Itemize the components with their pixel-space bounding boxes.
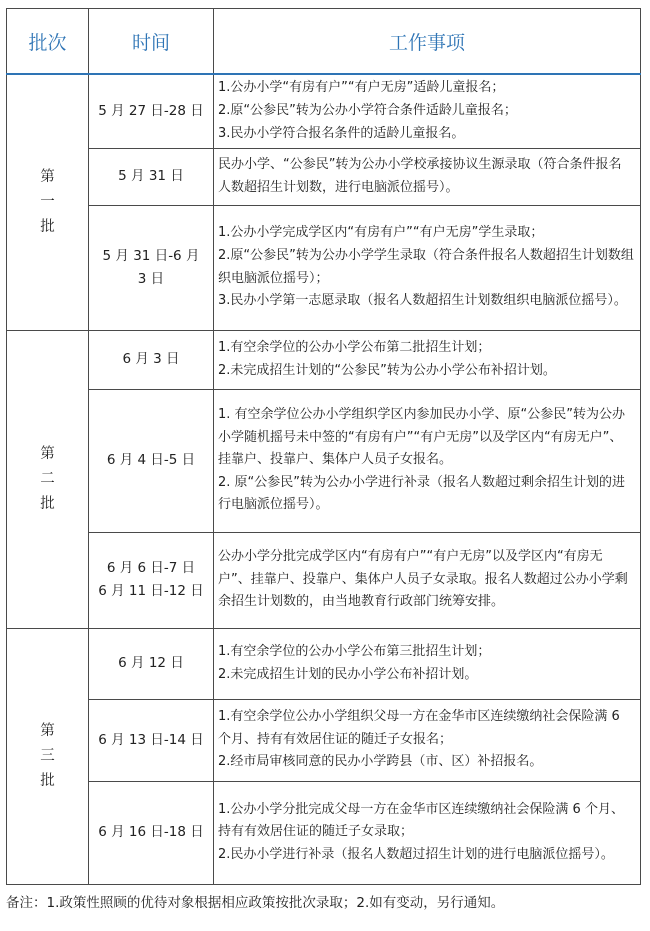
footnote: 备注：1.政策性照顾的优待对象根据相应政策按批次录取；2.如有变动，另行通知。: [6, 895, 505, 911]
time-cell: 6 月 12 日: [89, 628, 214, 699]
items-cell: 1.有空余学位的公办小学公布第二批招生计划； 2.未完成招生计划的“公参民”转为公办小学公布补招计划。: [214, 330, 641, 389]
items-cell: 1. 有空余学位公办小学组织学区内参加民办小学、原“公参民”转为公办小学随机摇号未中签的“有房有户”“有户无房”以及学区内“有房无户”、挂靠户、投靠户、集体户人员子女报名。 2. 原“公参民”转为公办小学进行补录（报名人数超过剩余招生计划的进行电脑派位摇号）。: [214, 389, 641, 532]
time-cell: 5 月 31 日-6 月 3 日: [89, 205, 214, 330]
header-items: 工作事项: [214, 9, 641, 75]
items-cell: 1.有空余学位的公办小学公布第三批招生计划； 2.未完成招生计划的民办小学公布补招计划。: [214, 628, 641, 699]
header-batch: 批次: [7, 9, 89, 75]
batch-2-cell: 第 二 批: [7, 330, 89, 628]
table-row: [7, 628, 641, 699]
header-time: 时间: [89, 9, 214, 75]
time-cell: 6 月 4 日-5 日: [89, 389, 214, 532]
table-row: [7, 330, 641, 389]
time-cell: 5 月 31 日: [89, 148, 214, 205]
time-cell: 6 月 6 日-7 日 6 月 11 日-12 日: [89, 532, 214, 628]
table-row: [7, 781, 641, 884]
time-cell: 6 月 13 日-14 日: [89, 699, 214, 781]
table-row: [7, 389, 641, 532]
table-header-row: [7, 9, 641, 75]
batch-1-cell: 第 一 批: [7, 74, 89, 330]
time-cell: 5 月 27 日-28 日: [89, 74, 214, 148]
time-cell: 6 月 3 日: [89, 330, 214, 389]
table-row: [7, 532, 641, 628]
items-cell: 1.有空余学位公办小学组织父母一方在金华市区连续缴纳社会保险满 6 个月、持有有效居住证的随迁子女报名； 2.经市局审核同意的民办小学跨县（市、区）补招报名。: [214, 699, 641, 781]
items-cell: 1.公办小学“有房有户”“有户无房”适龄儿童报名； 2.原“公参民”转为公办小学符合条件适龄儿童报名； 3.民办小学符合报名条件的适龄儿童报名。: [214, 74, 641, 148]
table-row: [7, 205, 641, 330]
batch-3-cell: 第 三 批: [7, 628, 89, 884]
enrollment-schedule-table: [6, 8, 641, 885]
table-row: [7, 699, 641, 781]
items-cell: 民办小学、“公参民”转为公办小学校承接协议生源录取（符合条件报名人数超招生计划数，进行电脑派位摇号）。: [214, 148, 641, 205]
items-cell: 1.公办小学完成学区内“有房有户”“有户无房”学生录取； 2.原“公参民”转为公办小学学生录取（符合条件报名人数超招生计划数组织电脑派位摇号）； 3.民办小学第一志愿录取（报名人数超招生计划数组织电脑派位摇号）。: [214, 205, 641, 330]
table-row: [7, 148, 641, 205]
time-cell: 6 月 16 日-18 日: [89, 781, 214, 884]
items-cell: 1.公办小学分批完成父母一方在金华市区连续缴纳社会保险满 6 个月、持有有效居住证的随迁子女录取； 2.民办小学进行补录（报名人数超过招生计划的进行电脑派位摇号）。: [214, 781, 641, 884]
items-cell: 公办小学分批完成学区内“有房有户”“有户无房”以及学区内“有房无户”、挂靠户、投靠户、集体户人员子女录取。报名人数超过公办小学剩余招生计划数的，由当地教育行政部门统筹安排。: [214, 532, 641, 628]
table-row: [7, 74, 641, 148]
